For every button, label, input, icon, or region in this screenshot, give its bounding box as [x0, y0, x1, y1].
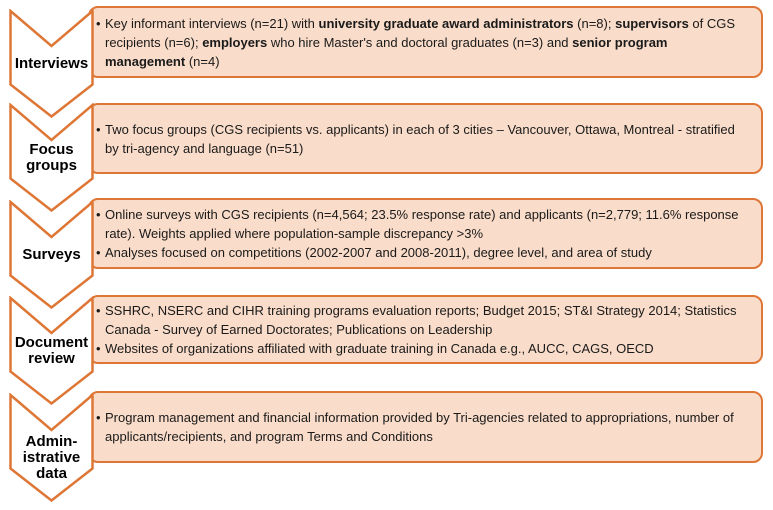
stage-label-line: groups [26, 156, 77, 174]
bullet-item [96, 243, 751, 262]
bullet-icon: • [96, 341, 101, 356]
bullet-text-segment: Analyses focused on competitions (2002-2007 and 2008-2011), degree level, and area of study [105, 245, 652, 260]
bullet-item [96, 14, 751, 71]
bullet-text-segment: Websites of organizations affiliated with graduate training in Canada e.g., AUCC, CAGS, OECD [105, 341, 654, 356]
stage-label-line: Document [14, 333, 89, 351]
bullet-item [96, 408, 751, 446]
bullet-text-segment: Two focus groups (CGS recipients vs. applicants) in each of 3 cities – Vancouver, Ottawa, Montreal - stratified by tri-agency and language (n=51) [105, 121, 735, 156]
content-box [88, 198, 763, 269]
bullet-text-segment: (n=8); [573, 15, 616, 31]
bullet-text [105, 339, 751, 358]
content-box [88, 295, 763, 364]
stage-label [9, 103, 94, 212]
stage-label-line: Interviews [14, 54, 89, 72]
stage-label [9, 9, 94, 118]
bullet-text-segment: Program management and financial information provided by Tri-agencies related to appropriations, number of applicants/recipients, and program Terms and Conditions [105, 410, 734, 444]
stage-label-line: data [36, 464, 67, 482]
bullet-icon: • [96, 245, 101, 260]
bullet-text-segment: Online surveys with CGS recipients (n=4,564; 23.5% response rate) and applicants (n=2,779; 11.6% response rate). Weights applied where population-sample discrepancy >3% [105, 207, 739, 241]
bullet-list [90, 406, 761, 448]
stage-label-line: Focus [29, 140, 74, 158]
bullet-text-segment: who hire Master's and doctoral graduates (n=3) and [267, 34, 573, 50]
bullet-text [105, 205, 751, 243]
bullet-icon: • [96, 207, 101, 222]
content-box [88, 391, 763, 463]
bullet-list [90, 203, 761, 264]
stage-label-line: review [28, 349, 75, 367]
bullet-text-segment: of CGS recipients (n=6); [105, 15, 736, 50]
bullet-text [105, 408, 751, 446]
bullet-text-segment: Key informant interviews (n=21) with [105, 15, 319, 31]
bullet-text-segment: (n=4) [185, 53, 220, 69]
bullet-item [96, 339, 751, 358]
bullet-list [90, 118, 761, 160]
stage-label [9, 403, 94, 510]
bullet-item [96, 120, 751, 158]
bullet-text [105, 14, 751, 71]
bullet-text-segment: SSHRC, NSERC and CIHR training programs evaluation reports; Budget 2015; ST&I Strategy 2014; Statistics Canada - Survey of Earned Doctorates; Publications on Leadership [105, 303, 737, 337]
bullet-text-bold-segment: supervisors [615, 15, 689, 31]
bullet-icon: • [96, 410, 101, 425]
bullet-icon: • [96, 121, 101, 137]
stage-label-line: Admin- [25, 432, 78, 450]
bullet-item [96, 205, 751, 243]
bullet-text-bold-segment: senior program management [105, 34, 668, 69]
bullet-text-bold-segment: university graduate award administrators [318, 15, 574, 31]
bullet-text [105, 120, 751, 158]
bullet-icon: • [96, 15, 101, 31]
bullet-list [90, 12, 761, 73]
stage-label-line: Surveys [22, 245, 81, 263]
bullet-text-bold-segment: employers [202, 34, 268, 50]
bullet-list [90, 299, 761, 360]
content-box [88, 6, 763, 78]
bullet-text [105, 301, 751, 339]
stage-label [9, 200, 94, 309]
stage-label [9, 296, 94, 405]
bullet-icon: • [96, 303, 101, 318]
bullet-text [105, 243, 751, 262]
content-box [88, 103, 763, 174]
stage-label-line: istrative [22, 448, 81, 466]
bullet-item [96, 301, 751, 339]
